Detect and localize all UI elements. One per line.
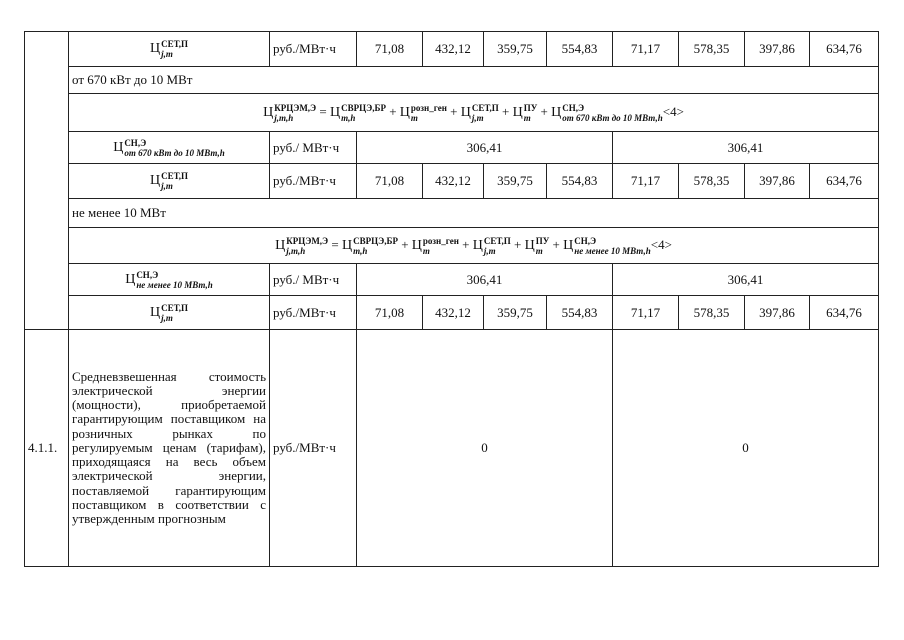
- unit-cell: руб./МВт·ч: [270, 330, 357, 567]
- merged-value-cell-zero: 0: [357, 330, 613, 567]
- value-cell: 554,83: [547, 164, 613, 199]
- unit-cell: руб./МВт·ч: [270, 164, 357, 199]
- table-row-cet-1: [25, 32, 879, 67]
- unit-cell: руб./ МВт·ч: [270, 264, 357, 296]
- value-cell: 397,86: [745, 164, 810, 199]
- value-cell: 554,83: [547, 32, 613, 67]
- value-cell: 634,76: [810, 164, 879, 199]
- symbol-cet-1: Ц СЕТ,П j,m: [69, 32, 270, 67]
- value-cell: 432,12: [423, 296, 484, 330]
- value-cell: 397,86: [745, 32, 810, 67]
- value-cell: 634,76: [810, 32, 879, 67]
- unit-cell: руб./МВт·ч: [270, 32, 357, 67]
- merged-value-cell: 306,41: [613, 132, 879, 164]
- value-cell: 71,17: [613, 32, 679, 67]
- formula-krcem-2: Ц КРЦЭМ,Э j,m,h = Ц СВРЦЭ,БР m,h + Ц розн_ген m + Ц СЕТ,П j,m + Ц ПУ m + Ц СН,Э не менее 10 МВт,h <4>: [69, 228, 879, 264]
- value-cell: 71,08: [357, 296, 423, 330]
- symbol-cet-2: Ц СЕТ,П j,m: [69, 164, 270, 199]
- value-cell: 359,75: [484, 164, 547, 199]
- item-row-4-1-1: [25, 330, 879, 567]
- unit-cell: руб./ МВт·ч: [270, 132, 357, 164]
- value-cell: 578,35: [679, 296, 745, 330]
- value-cell: 71,17: [613, 164, 679, 199]
- value-cell: 554,83: [547, 296, 613, 330]
- section-row-1: [25, 67, 879, 94]
- symbol-cet-3: Ц СЕТ,П j,m: [69, 296, 270, 330]
- value-cell: 71,08: [357, 32, 423, 67]
- merged-value-cell-zero: 0: [613, 330, 879, 567]
- value-cell: 432,12: [423, 164, 484, 199]
- merged-value-cell: 306,41: [613, 264, 879, 296]
- value-cell: 634,76: [810, 296, 879, 330]
- formula-krcem-1: Ц КРЦЭМ,Э j,m,h = Ц СВРЦЭ,БР m,h + Ц розн_ген m + Ц СЕТ,П j,m + Ц ПУ m + Ц СН,Э от 670 кВт до 10 МВт,h <4>: [69, 94, 879, 132]
- value-cell: 359,75: [484, 32, 547, 67]
- unit-cell: руб./МВт·ч: [270, 296, 357, 330]
- value-cell: 71,08: [357, 164, 423, 199]
- index-cell-empty: [25, 32, 69, 330]
- table-row-cn-1: [25, 132, 879, 164]
- item-description: Средневзвешенная стоимость электрической энергии (мощности), приобретаемой гарантирующим поставщиком на розничных рынках по регулируемым ценам (тарифам), приходящаяся на весь объем электрической энергии, поставляемой гарантирующим поставщиком в соответствии с утвержденным прогнозным: [69, 330, 270, 567]
- value-cell: 397,86: [745, 296, 810, 330]
- table-row-cet-2: [25, 164, 879, 199]
- item-code: 4.1.1.: [25, 330, 69, 567]
- formula-row-1: [25, 94, 879, 132]
- merged-value-cell: 306,41: [357, 132, 613, 164]
- formula-row-2: [25, 228, 879, 264]
- value-cell: 578,35: [679, 164, 745, 199]
- value-cell: 359,75: [484, 296, 547, 330]
- symbol-cn-10mw: Ц СН,Э не менее 10 МВт,h: [69, 264, 270, 296]
- section-title-670kw-10mw: от 670 кВт до 10 МВт: [69, 67, 879, 94]
- section-row-2: [25, 199, 879, 228]
- value-cell: 71,17: [613, 296, 679, 330]
- tariff-table: [24, 31, 879, 567]
- merged-value-cell: 306,41: [357, 264, 613, 296]
- value-cell: 432,12: [423, 32, 484, 67]
- table-row-cet-3: [25, 296, 879, 330]
- section-title-10mw-plus: не менее 10 МВт: [69, 199, 879, 228]
- value-cell: 578,35: [679, 32, 745, 67]
- table-row-cn-2: [25, 264, 879, 296]
- symbol-cn-670kw: Ц СН,Э от 670 кВт до 10 МВт,h: [69, 132, 270, 164]
